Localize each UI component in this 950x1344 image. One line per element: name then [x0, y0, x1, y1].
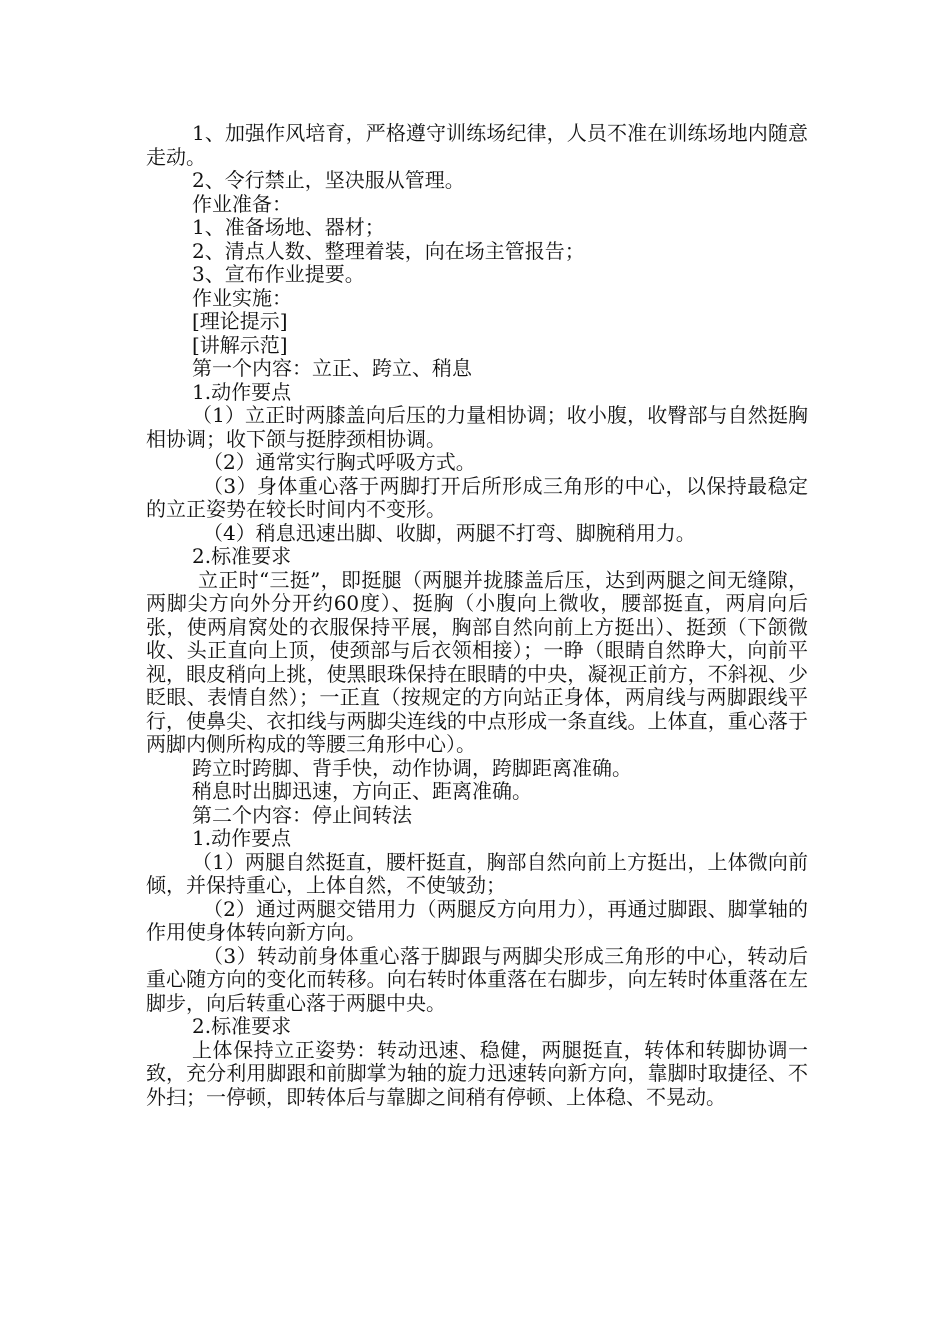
paragraph-14: （3）身体重心落于两脚打开后所形成三角形的中心，以保持最稳定的立正姿势在较长时间内不变形。 [146, 473, 808, 521]
subheading-action-points-1: 1.动作要点 [192, 379, 292, 404]
paragraph-12: （1）立正时两膝盖向后压的力量相协调；收小腹，收臀部与自然挺胸相协调；收下颌与挺脖颈相协调。 [146, 403, 808, 451]
paragraph-13: （2）通常实行胸式呼吸方式。 [203, 450, 476, 474]
bracket-heading-theory: [理论提示] [192, 309, 288, 333]
section-heading-preparation: 作业准备： [192, 191, 292, 216]
paragraph-23: （2）通过两腿交错用力（两腿反方向用力），再通过脚跟、脚掌轴的作用使身体转向新方向。 [146, 896, 808, 944]
paragraph-19: 稍息时出脚迅速，方向正、距离准确。 [192, 779, 532, 803]
bracket-heading-demo: [讲解示范] [192, 332, 288, 357]
section-heading-implementation: 作业实施： [192, 285, 292, 310]
paragraph-5: 2、清点人数、整理着装，向在场主管报告； [192, 238, 585, 263]
paragraph-6: 3、宣布作业提要。 [192, 262, 365, 286]
paragraph-1: 1、加强作风培育，严格遵守训练场纪律，人员不准在训练场地内随意走动。 [146, 121, 808, 169]
paragraph-26: 上体保持立正姿势：转动迅速、稳健，两腿挺直，转体和转脚协调一致，充分利用脚跟和前脚掌为轴的旋力迅速转向新方向，靠脚时取捷径、不外扫；一停顿，即转体后与靠脚之间稍有停顿、上体稳、不晃动。 [146, 1037, 808, 1109]
subheading-action-points-2: 1.动作要点 [192, 826, 292, 850]
subheading-standards-2: 2.标准要求 [192, 1014, 292, 1038]
paragraph-2: 2、令行禁止，坚决服从管理。 [192, 168, 465, 192]
paragraph-15: （4）稍息迅速出脚、收脚，两腿不打弯、脚腕稍用力。 [203, 520, 696, 545]
content-heading-1: 第一个内容：立正、跨立、稍息 [192, 356, 472, 380]
paragraph-22: （1）两腿自然挺直，腰杆挺直，胸部自然向前上方挺出，上体微向前倾，并保持重心，上体自然，不使皱劲； [146, 849, 808, 897]
paragraph-18: 跨立时跨脚、背手快，动作协调，跨脚距离准确。 [192, 755, 632, 780]
document-body [146, 122, 808, 1109]
paragraph-17: 立正时“三挺”，即挺腿（两腿并拢膝盖后压，达到两腿之间无缝隙，两脚尖方向外分开约60度）、挺胸（小腹向上微收，腰部挺直，两肩向后张，使两肩窝处的衣服保持平展，胸部自然向前上方挺出）、挺颈（下颌微收、头正直向上顶，使颈部与后衣领相接）；一睁（眼睛自然睁大，向前平视，眼皮稍向上挑，使黑眼珠保持在眼睛的中央，凝视正前方，不斜视、少眨眼、表情自然）；一正直（按规定的方向站正身体，两肩线与两脚跟线平行，使鼻尖、衣扣线与两脚尖连线的中点形成一条直线。上体直，重心落于两脚内侧所构成的等腰三角形中心）。 [146, 567, 808, 756]
paragraph-4: 1、准备场地、器材； [192, 215, 385, 239]
content-heading-2: 第二个内容：停止间转法 [192, 802, 412, 827]
paragraph-24: （3）转动前身体重心落于脚跟与两脚尖形成三角形的中心，转动后重心随方向的变化而转移。向右转时体重落在右脚步，向左转时体重落在左脚步，向后转重心落于两腿中央。 [146, 943, 808, 1015]
subheading-standards-1: 2.标准要求 [192, 544, 292, 568]
